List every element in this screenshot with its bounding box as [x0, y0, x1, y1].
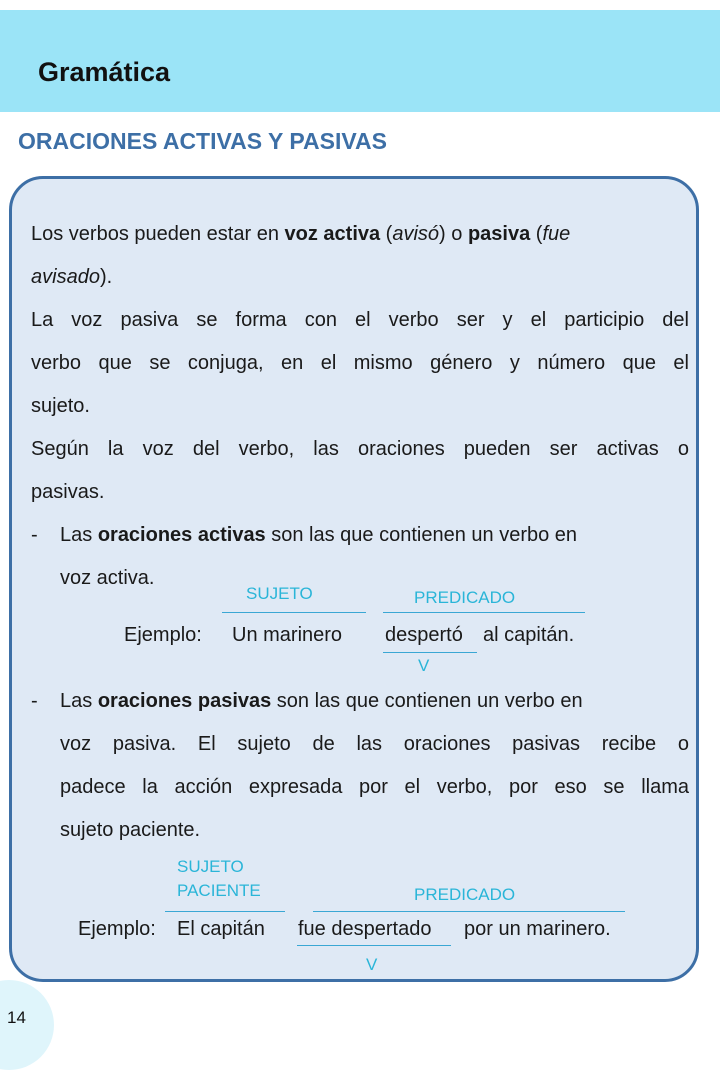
- paragraph-1-line-1: [31, 224, 570, 244]
- bullet-1-line-2: voz activa.: [60, 567, 155, 589]
- annotation-predicado: PREDICADO: [414, 588, 516, 607]
- page-title: Gramática: [38, 57, 171, 87]
- term-voz-activa: voz activa: [284, 223, 381, 245]
- bullet-1-line-1: [60, 525, 577, 545]
- verb-bracket-line: [383, 652, 477, 653]
- term-oraciones-pasivas: oraciones pasivas: [97, 690, 272, 712]
- paragraph-2-line-3: sujeto.: [31, 395, 90, 417]
- text-run: (: [530, 223, 543, 245]
- text-run: (: [380, 223, 393, 245]
- example-2-rest: por un marinero.: [464, 918, 611, 940]
- example-1-rest: al capitán.: [483, 624, 575, 646]
- example-2-label: Ejemplo:: [78, 918, 156, 940]
- bullet-2-line-2: voz pasiva. El sujeto de las oraciones pasivas recibe o: [60, 733, 689, 755]
- predicate-bracket-line: [313, 911, 625, 912]
- annotation-verbo: V: [418, 656, 430, 675]
- paragraph-2-line-2: verbo que se conjuga, en el mismo género y número que el: [31, 352, 689, 374]
- paragraph-3-line-1: Según la voz del verbo, las oraciones pueden ser activas o: [31, 438, 689, 460]
- section-title: ORACIONES ACTIVAS Y PASIVAS: [18, 128, 387, 154]
- text-run: Las: [60, 524, 98, 546]
- text-run: ) o: [439, 223, 468, 245]
- text-run: ).: [99, 266, 113, 288]
- annotation-paciente: PACIENTE: [177, 881, 261, 900]
- example-1-verb: despertó: [385, 624, 463, 646]
- predicate-bracket-line: [383, 612, 585, 613]
- paragraph-1-line-2: [31, 267, 112, 287]
- text-run: son las que contienen un verbo en: [271, 690, 583, 712]
- annotation-predicado: PREDICADO: [414, 885, 516, 904]
- paragraph-2-line-1: La voz pasiva se forma con el verbo ser y el participio del: [31, 309, 689, 331]
- term-oraciones-activas: oraciones activas: [97, 524, 266, 546]
- bullet-2-dash: -: [31, 690, 38, 712]
- term-pasiva: pasiva: [467, 223, 531, 245]
- verb-bracket-line: [297, 945, 451, 946]
- example-aviso: avisó: [392, 223, 440, 245]
- bullet-2-line-1: [60, 691, 583, 711]
- example-2-verb: fue despertado: [298, 918, 432, 940]
- page-number: 14: [7, 1008, 26, 1027]
- example-avisado: avisado: [31, 266, 100, 288]
- paragraph-3-line-2: pasivas.: [31, 481, 105, 503]
- example-1-label: Ejemplo:: [124, 624, 202, 646]
- annotation-sujeto: SUJETO: [246, 584, 313, 603]
- example-1-subject: Un marinero: [232, 624, 343, 646]
- text-run: Los verbos pueden estar en: [31, 223, 285, 245]
- subject-bracket-line: [165, 911, 285, 912]
- bullet-1-dash: -: [31, 524, 38, 546]
- bullet-2-line-3: padece la acción expresada por el verbo, por eso se llama: [60, 776, 689, 798]
- text-run: Las: [60, 690, 98, 712]
- annotation-sujeto: SUJETO: [177, 857, 244, 876]
- example-2-subject: El capitán: [177, 918, 265, 940]
- subject-bracket-line: [222, 612, 366, 613]
- bullet-2-line-4: sujeto paciente.: [60, 819, 201, 841]
- annotation-verbo: V: [366, 955, 378, 974]
- text-run: son las que contienen un verbo en: [265, 524, 578, 546]
- header-banner: [0, 10, 720, 112]
- example-fue: fue: [542, 223, 571, 245]
